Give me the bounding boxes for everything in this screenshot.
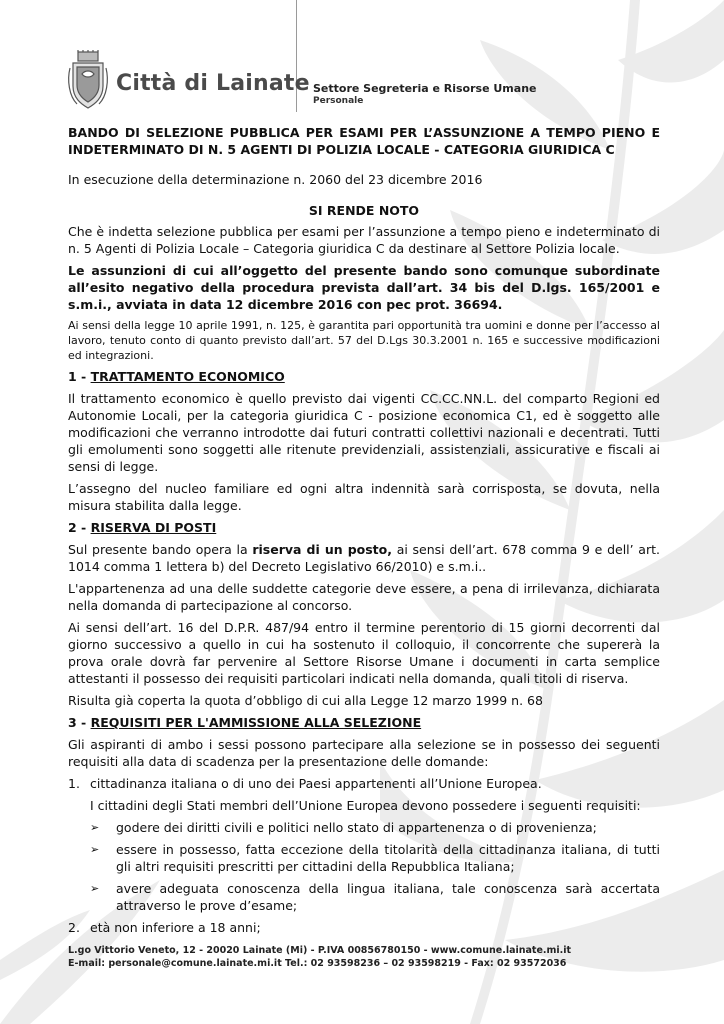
requirement-item-1-number: 1. (68, 776, 80, 791)
city-crest-icon (67, 50, 109, 110)
section-3-paragraph-1: Gli aspiranti di ambo i sessi possono partecipare alla selezione se in possesso dei seguenti requisiti alla data di scadenza per la presentazione delle domande: (68, 737, 660, 769)
requirement-item-2-text: età non inferiore a 18 anni; (90, 920, 261, 935)
footer-contacts: E-mail: personale@comune.lainate.mi.it Tel.: 02 93598236 – 02 93598219 - Fax: 02 93572036 (68, 958, 567, 969)
document-title: BANDO DI SELEZIONE PUBBLICA PER ESAMI PER L’ASSUNZIONE A TEMPO PIENO E INDETERMINATO DI N. 5 AGENTI DI POLIZIA LOCALE - CATEGORIA GIURIDICA C (68, 125, 660, 157)
section-3-number: 3 - (68, 715, 91, 730)
section-1-paragraph-1: Il trattamento economico è quello previsto dai vigenti CC.CC.NN.L. del comparto Regioni ed Autonomie Locali, per la categoria giuridica C - posizione economica C1, ed è soggetto alle modificazioni che verranno introdotte dai futuri contratti collettivi nazionali e decentrati. Tutti gli emolumenti sono soggetti alle ritenute previdenziali, assistenziali, assicurative e fiscali ai sensi di legge. (68, 391, 660, 474)
section-3-title: REQUISITI PER L'AMMISSIONE ALLA SELEZIONE (90, 715, 422, 730)
section-2-p1-bold: riserva di un posto, (252, 542, 392, 557)
section-1-title: TRATTAMENTO ECONOMICO (90, 369, 285, 384)
requirement-item-2-number: 2. (68, 920, 80, 935)
bullet-item (68, 880, 660, 914)
subsector-name: Personale (313, 96, 364, 106)
section-2-paragraph-2: L'appartenenza ad una delle suddette categorie deve essere, a pena di irrilevanza, dichiarata nella domanda di partecipazione al concorso. (68, 581, 660, 613)
section-2-heading (68, 519, 660, 536)
section-2-paragraph-3: Ai sensi dell’art. 16 del D.P.R. 487/94 entro il termine perentorio di 15 giorni decorrenti dal giorno successivo a quello in cui ha sostenuto il colloquio, il concorrente che supererà la prova orale dovrà far pervenire al Settore Risorse Umane i documenti in carta semplice attestanti il possesso dei requisiti particolari indicati nella domanda, quali titoli di riserva. (68, 620, 660, 686)
arrow-bullet-icon: ➢ (90, 821, 100, 834)
section-3-heading (68, 714, 660, 731)
footer (68, 944, 668, 970)
bullet-item (68, 841, 660, 875)
section-1-paragraph-2: L’assegno del nucleo familiare ed ogni altra indennità sarà corrisposta, se dovuta, nella misura stabilita dalla legge. (68, 481, 660, 513)
paragraph-announcement: Che è indetta selezione pubblica per esami per l’assunzione a tempo pieno e indeterminato di n. 5 Agenti di Polizia Locale – Categoria giuridica C da destinare al Settore Polizia locale. (68, 224, 660, 256)
arrow-bullet-icon: ➢ (90, 882, 100, 895)
footer-address: L.go Vittorio Veneto, 12 - 20020 Lainate (Mi) - P.IVA 00856780150 - www.comune.lainate.mi.it (68, 945, 572, 956)
bullet-text: godere dei diritti civili e politici nello stato di appartenenza o di provenienza; (116, 820, 597, 835)
section-2-p1-c: ai sensi dell’art. 678 comma 9 e dell’ art. 1014 comma 1 lettera b) del Decreto Legislativo 66/2010) e s.m.i.. (68, 542, 660, 574)
section-2-number: 2 - (68, 520, 91, 535)
si-rende-noto-heading: SI RENDE NOTO (308, 203, 420, 218)
paragraph-equal-opportunity: Ai sensi della legge 10 aprile 1991, n. 125, è garantita pari opportunità tra uomini e donne per l’accesso al lavoro, tenuto conto di quanto previsto dall’art. 57 del D.Lgs 30.3.2001 n. 165 e successive modificazioni ed integrazioni. (68, 319, 660, 362)
bullet-text: essere in possesso, fatta eccezione della titolarità della cittadinanza italiana, di tutti gli altri requisiti prescritti per cittadini della Repubblica Italiana; (116, 842, 660, 874)
section-1-number: 1 - (68, 369, 91, 384)
requirement-item-1 (68, 775, 660, 792)
section-2-p1-a: Sul presente bando opera la (68, 542, 253, 557)
city-name: Città di Lainate (116, 71, 310, 96)
requirement-item-1-text: cittadinanza italiana o di uno dei Paesi appartenenti all’Unione Europea. (90, 776, 542, 791)
document-body (68, 124, 660, 941)
bullet-item (68, 819, 660, 836)
bullet-text: avere adeguata conoscenza della lingua italiana, tale conoscenza sarà accertata attraverso le prove d’esame; (116, 881, 660, 913)
sector-name: Settore Segreteria e Risorse Umane (313, 82, 537, 95)
section-1-heading (68, 368, 660, 385)
intro-line: In esecuzione della determinazione n. 2060 del 23 dicembre 2016 (68, 172, 483, 187)
section-2-paragraph-1 (68, 541, 660, 575)
requirement-item-1-subtext: I cittadini degli Stati membri dell’Unione Europea devono possedere i seguenti requisiti: (90, 798, 641, 813)
requirement-item-2 (68, 919, 660, 936)
section-2-paragraph-4: Risulta già coperta la quota d’obbligo di cui alla Legge 12 marzo 1999 n. 68 (68, 693, 543, 708)
arrow-bullet-icon: ➢ (90, 843, 100, 856)
paragraph-conditions: Le assunzioni di cui all’oggetto del presente bando sono comunque subordinate all’esito negativo della procedura prevista dall’art. 34 bis del D.lgs. 165/2001 e s.m.i., avviata in data 12 dicembre 2016 con pec prot. 36694. (68, 263, 660, 312)
section-2-title: RISERVA DI POSTI (90, 520, 217, 535)
